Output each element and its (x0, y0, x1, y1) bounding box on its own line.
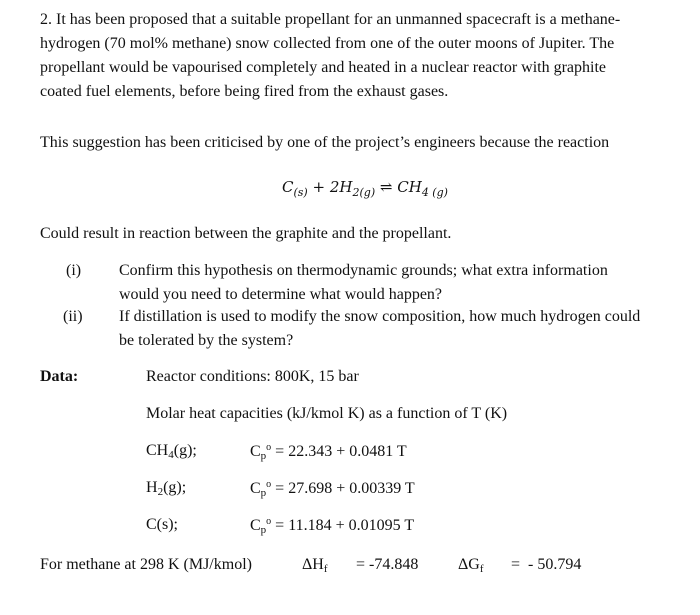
cp-expression: $C_p^o = 11.184 + 0.01095$ T (250, 516, 415, 536)
data-heading: Data: (40, 368, 79, 385)
methane-data-label: For methane at 298 K (MJ/kmol) (40, 556, 252, 573)
intro-line: hydrogen (70 mol% methane) snow collected from one of the outer moons of Jupiter. The (40, 35, 615, 52)
species-label: $CH_4(g)$; (146, 442, 197, 461)
part-text: Confirm this hypothesis on thermodynamic grounds; what extra information would you need to determine what would happen? (119, 262, 608, 303)
part-label: (i) (66, 262, 82, 279)
enthalpy-value: = -74.848 (356, 556, 419, 573)
cp-expression: $C_p^o = 22.343 + 0.0481$ T (250, 442, 407, 462)
gibbs-value: = - 50.794 (511, 556, 582, 573)
result-text: Could result in reaction between the graphite and the propellant. (40, 225, 452, 242)
reaction-equation: $C_{(s)} + 2H_{2(g)}$ ⇌ $CH_{4 (g)}$ (282, 178, 448, 199)
reactor-conditions: Reactor conditions: 800K, 15 bar (146, 368, 359, 385)
heat-capacity-title: Molar heat capacities (kJ/kmol K) as a function of T (K) (146, 405, 508, 422)
part-label: (ii) (63, 308, 83, 325)
cp-expression: $C_p^o = 27.698 + 0.00339$ T (250, 479, 415, 499)
species-label: $H_2(g)$; (146, 479, 187, 498)
part-text: If distillation is used to modify the snow composition, how much hydrogen could be tolerated by the system? (119, 308, 641, 349)
criticism-text: This suggestion has been criticised by one of the project’s engineers because the reaction (40, 134, 610, 151)
species-label: C(s); (146, 516, 178, 533)
intro-paragraph (40, 8, 620, 104)
gibbs-symbol: $\Delta G_f$ (458, 556, 484, 575)
intro-line: coated fuel elements, before being fired from the exhaust gases. (40, 83, 449, 100)
intro-line: 2. It has been proposed that a suitable propellant for an unmanned spacecraft is a methane- (40, 11, 621, 28)
enthalpy-symbol: $\Delta H_f$ (302, 556, 328, 575)
intro-line: propellant would be vapourised completely and heated in a nuclear reactor with graphite (40, 59, 607, 76)
equilibrium-arrow-icon: ⇌ (379, 178, 393, 196)
